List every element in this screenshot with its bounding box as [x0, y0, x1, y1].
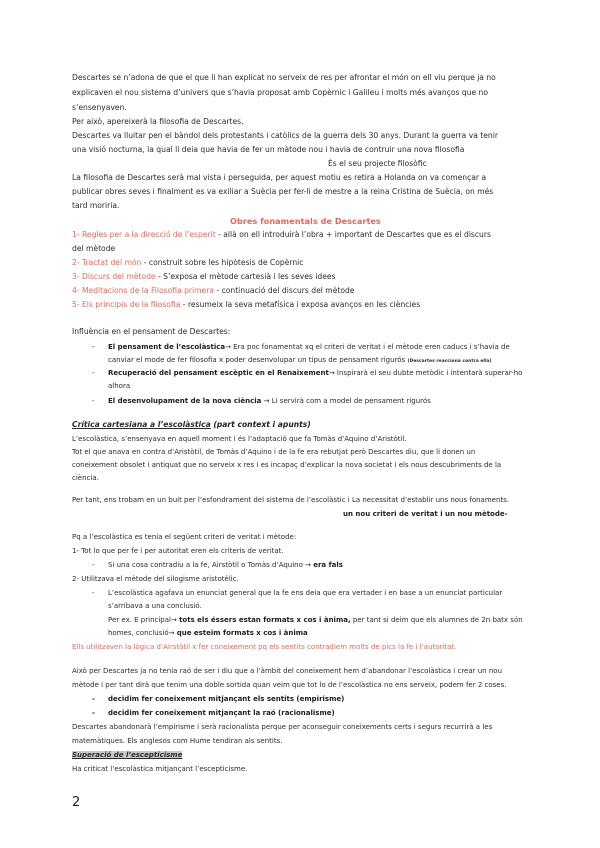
criteria-line-7 — [108, 615, 523, 625]
influence-2-bold: Recuperació del pensament escèptic en el Renaixement — [108, 369, 329, 377]
intro-line-4: Per això, apereixerà la filosofia de Descartes. — [72, 117, 244, 126]
critique-line-6: un nou criteri de veritat i un nou mètode- — [343, 510, 508, 518]
criteria-7-bold: tots els éssers estan formats x cos i ànima, — [179, 616, 351, 624]
work-1-title: 1- Regles per a la direcció de l’esperit — [72, 230, 216, 239]
work-3-desc: - S’exposa el mètode cartesià i les seves idees — [155, 272, 336, 281]
skepticism-title: Superació de l’escepticisme — [72, 751, 183, 759]
criteria-line-3 — [108, 560, 343, 570]
intro-line-5: Descartes va lluitar pen el bàndol dels protestants i catòlics de la guerra dels 30 anys. Durant la guerra va tenir — [72, 131, 498, 140]
method-line-2: mètode i per tant dirà que tenim una doble sortida quan veim que tot lo de l’escolàstica no ens serveix, podem fer 2 coses. — [72, 681, 507, 689]
work-2-title: 2- Tractat del món — [72, 258, 142, 267]
influence-bullet-1 — [108, 342, 510, 352]
influence-bullet-dash-2: - — [92, 369, 95, 377]
work-item-5 — [72, 300, 420, 310]
work-1-desc: - allà on ell introduirà l’obra + important de Descartes que es el discurs — [215, 230, 491, 239]
criteria-line-9: Ells utilitzaven la lògica d’Airstòtil x fer coneixement pq els sentits contradiem molts de pics la fe i l’autoritat. — [72, 643, 457, 651]
criteria-line-5: L’escolàstica agafava un enunciat general que la fe ens deia que era vertader i en base a un enunciat particular — [108, 589, 503, 597]
influence-bullet-1-cont — [108, 355, 492, 367]
criteria-8-pre: homes, conclusió→ — [108, 629, 177, 637]
influence-bullet-dash-1: - — [92, 343, 95, 351]
work-item-1 — [72, 230, 491, 240]
criteria-7-post: per tant si deim que els alumnes de 2n batx són — [350, 616, 523, 624]
works-heading: Obres fonamentals de Descartes — [230, 216, 381, 226]
work-1-cont: del mètode — [72, 244, 116, 253]
skepticism-line-1: Ha criticat l’escolàstica mitjançant l’escepticisme. — [72, 765, 248, 773]
critique-line-2: Tot el que anava en contra d’Aristòtil, de Tomàs d’Aquino i de la fe era rebutjat però Descartes diu, que li donen un — [72, 448, 476, 456]
work-item-4 — [72, 286, 355, 296]
influence-1-cont: canviar el mode de fer filosofia x poder desenvolupar un tipus de pensament rigurós — [108, 356, 406, 364]
method-line-1: Això per Descartes ja no tenia raó de ser i diu que a l’àmbit del coneixement hem d’abandonar l’escolàstica i crear un nou — [72, 667, 503, 675]
work-item-2 — [72, 258, 303, 268]
intro-line-2: explicaven el nou sistema d’univers que s’havia proposat amb Copèrnic i Galileu i molts més avanços que no — [72, 88, 489, 97]
intro-line-9: publicar obres seves i finalment es va exiliar a Suècia per fer-li de mestre a la reina Cristina de Suècia, on més — [72, 187, 494, 196]
criteria-line-2: 1- Tot lo que per fe i per autoritat eren els criteris de veritat. — [72, 547, 284, 555]
work-5-title: 5- Els principis de la filosofia — [72, 300, 181, 309]
intro-line-8: La filosofia de Descartes serà mal vista i perseguida, per aquest motiu es retira a Holanda on va començar a — [72, 173, 487, 182]
work-4-desc: - continuació del discurs del mètode — [214, 286, 355, 295]
influence-1-note: (Descartes reacciona contra ella) — [407, 359, 492, 364]
work-3-title: 3- Discurs del mètode — [72, 272, 156, 281]
critique-line-4: ciència. — [72, 474, 99, 482]
method-dash-2: - — [92, 709, 95, 717]
influence-bullet-2-cont: alhora — [108, 382, 131, 390]
influence-bullet-2 — [108, 368, 522, 378]
criteria-line-8 — [108, 628, 308, 638]
influence-bullet-3 — [108, 396, 431, 406]
critique-line-3: coneixement obsolet i antiquat que no serveix x res i es incapaç d’explicar la nova societat i els nous descubriments de la — [72, 461, 502, 469]
intro-line-1: Descartes se n’adona de que el que li han explicat no serveix de res per afrontar el món on ell viu perque ja no — [72, 73, 496, 82]
intro-line-10: tard moriria. — [72, 201, 120, 210]
work-2-desc: - construit sobre les hipòtesis de Copèrnic — [141, 258, 304, 267]
page-number: 2 — [72, 795, 81, 810]
intro-line-3: s’ensenyaven. — [72, 103, 127, 112]
criteria-8-bold: que esteim formats x cos i ànima — [176, 629, 308, 637]
critique-line-5: Per tant, ens trobam en un buit per l’esfondrament del sistema de l’escolàstic i La necessitat d’establir uns nous fonaments. — [72, 496, 510, 504]
influence-heading: Influència en el pensament de Descartes: — [72, 327, 231, 336]
criteria-3-bold: era fals — [313, 561, 343, 569]
influence-1-bold: El pensament de l’escolàstica — [108, 343, 226, 351]
criteria-line-4: 2- Utilitzava el mètode del silogisme aristotèlic. — [72, 575, 239, 583]
influence-3-text: → Li servirà com a model de pensament rigurós — [261, 397, 431, 405]
critique-line-1: L’escolàstica, s’ensenyava en aquell moment i és l’adaptació que fa Tomàs d’Aquino d’Aristòtil. — [72, 435, 407, 443]
method-line-4: matemàtiques. Els anglesos com Hume tendiran als sentits. — [72, 737, 283, 745]
critique-heading — [72, 420, 311, 430]
influence-2-text: → Inspirarà el seu dubte metòdic i intentarà superar-ho — [328, 369, 523, 377]
criteria-3-pre: Si una cosa contradiu a la fe, Airstòtil o Tomàs d’Aquino → — [108, 561, 314, 569]
criteria-7-pre: Per ex. E principal→ — [108, 616, 180, 624]
influence-1-text: → Era poc fonamentat xq el criteri de veritat i el mètode eren caducs i s’havia de — [225, 343, 510, 351]
influence-3-bold: El desenvolupament de la nova ciència — [108, 397, 262, 405]
method-dash-1: - — [92, 695, 95, 703]
critique-title: Crítica cartesiana a l’escolàstica — [72, 420, 211, 429]
criteria-line-6: s’arribava a una conclusió. — [108, 602, 202, 610]
work-4-title: 4- Meditacions de la Filosofia primera — [72, 286, 214, 295]
method-bullet-1: decidim fer coneixement mitjançant els sentits (empirisme) — [108, 695, 345, 703]
criteria-line-1: Pq a l’escolàstica es tenia el següent criteri de veritat i mètode: — [72, 533, 297, 541]
intro-line-6: una visió nocturna, la qual li deia que havia de fer un màtode nou i havia de contruir una nova filosofia — [72, 145, 465, 154]
criteria-dash-2: - — [92, 589, 95, 597]
intro-line-7: És el seu projecte filosòfic — [328, 159, 427, 168]
skepticism-heading — [72, 750, 182, 760]
work-item-3 — [72, 272, 336, 282]
method-line-3: Descartes abandonarà l’empirisme i serà racionalista perque per aconseguir coneixements certs i segurs recurrirà a les — [72, 723, 493, 731]
criteria-dash-1: - — [92, 561, 95, 569]
method-bullet-2: decidim fer coneixement mitjançant la raó (racionalisme) — [108, 709, 335, 717]
work-5-desc: - resumeix la seva metafísica i exposa avanços en les ciències — [180, 300, 421, 309]
influence-bullet-dash-3: - — [92, 397, 95, 405]
critique-subtitle: (part context i apunts) — [210, 420, 311, 429]
